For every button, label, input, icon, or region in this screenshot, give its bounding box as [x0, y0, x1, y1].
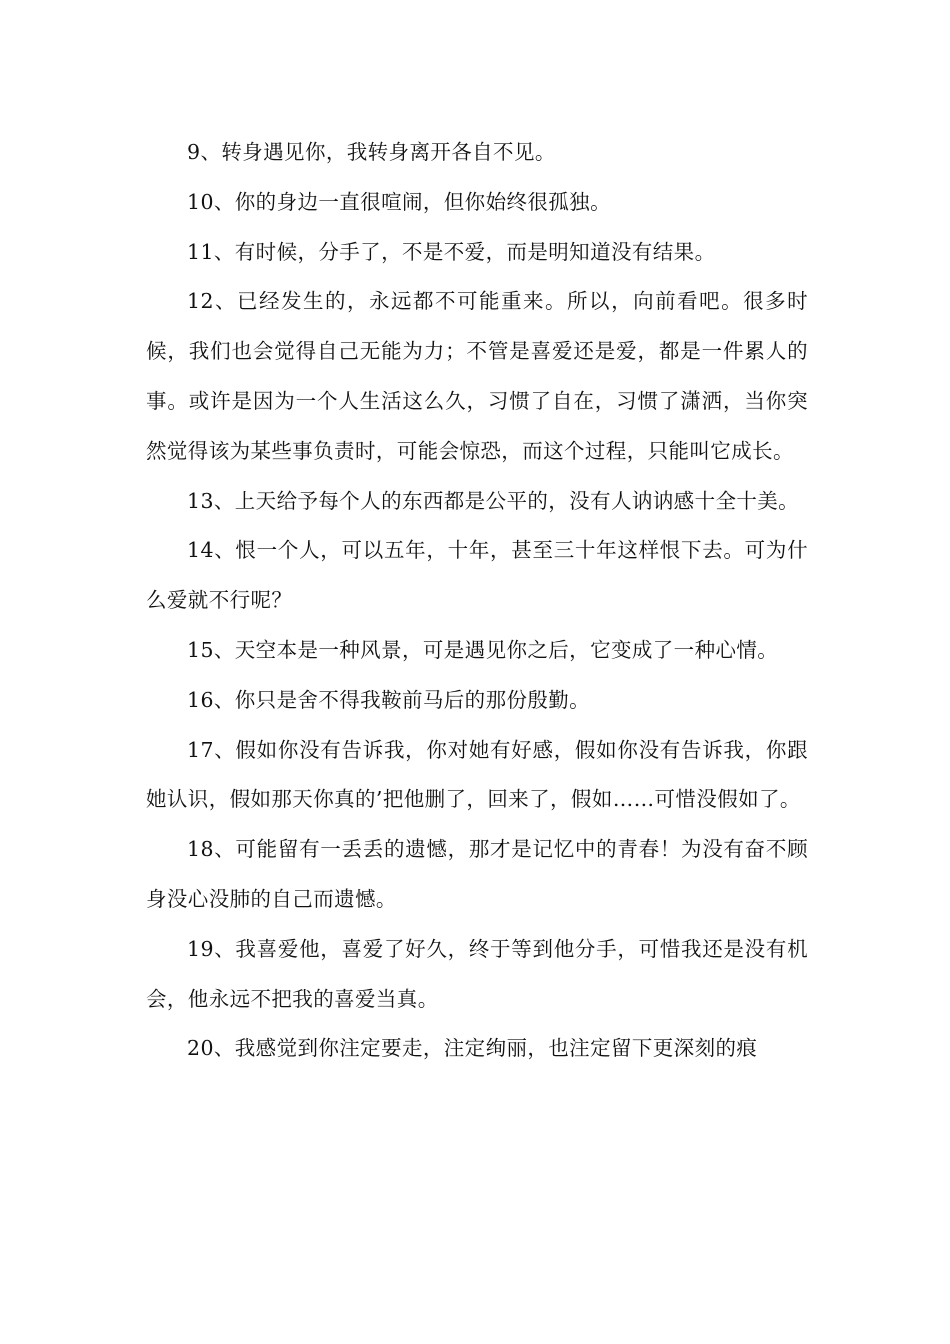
paragraph-18: 18、可能留有一丢丢的遗憾，那才是记忆中的青春！为没有奋不顾身没心没肺的自己而遗憾。 — [146, 837, 808, 911]
document-body — [146, 128, 808, 1074]
paragraph-15: 15、天空本是一种风景，可是遇见你之后，它变成了一种心情。 — [187, 637, 779, 662]
paragraph-14: 14、恨一个人，可以五年，十年，甚至三十年这样恨下去。可为什么爱就不行呢？ — [146, 538, 808, 613]
paragraph-19: 19、我喜爱他，喜爱了好久，终于等到他分手，可惜我还是没有机会，他永远不把我的喜爱当真。 — [146, 936, 808, 1011]
paragraph-20: 20、我感觉到你注定要走，注定绚丽，也注定留下更深刻的痕 — [187, 1036, 758, 1061]
paragraph-13: 13、上天给予每个人的东西都是公平的，没有人讷讷感十全十美。 — [187, 488, 800, 513]
paragraph-16: 16、你只是舍不得我鞍前马后的那份殷勤。 — [187, 687, 591, 712]
paragraph-9: 9、转身遇见你，我转身离开各自不见。 — [187, 140, 556, 164]
paragraph-10: 10、你的身边一直很喧闹，但你始终很孤独。 — [187, 189, 611, 214]
paragraph-12: 12、已经发生的，永远都不可能重来。所以，向前看吧。很多时候，我们也会觉得自己无能为力；不管是喜爱还是爱，都是一件累人的事。或许是因为一个人生活这么久，习惯了自在，习惯了潇洒，当你突然觉得该为某些事负责时，可能会惊恐，而这个过程，只能叫它成长。 — [146, 289, 808, 463]
paragraph-17: 17、假如你没有告诉我，你对她有好感，假如你没有告诉我，你跟她认识，假如那天你真的’把他删了，回来了，假如……可惜没假如了。 — [146, 737, 808, 812]
paragraph-11: 11、有时候，分手了，不是不爱，而是明知道没有结果。 — [187, 239, 716, 264]
